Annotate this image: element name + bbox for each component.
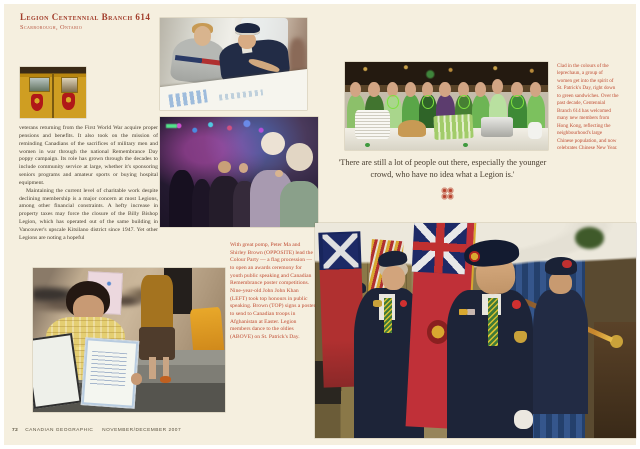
framed-picture — [61, 77, 78, 94]
photo-banner-signing — [160, 18, 307, 110]
white-glove — [514, 410, 533, 429]
woman-head — [368, 82, 379, 97]
member-blazer — [533, 290, 588, 415]
beret-badge — [562, 260, 572, 269]
framed-picture — [29, 77, 51, 92]
footer-page-number: 72 — [12, 428, 19, 433]
bread-basket — [398, 120, 426, 137]
poppy-pin — [512, 300, 520, 308]
woman-head — [439, 82, 450, 97]
woman-brown-coat — [141, 275, 174, 333]
green-lei — [387, 95, 399, 108]
boy-hand — [131, 373, 143, 385]
caption-st-patricks: Clad in the colours of the leprechaun, a group of women get into the spirit of St. Patrick's Day, right down to green sandwiches. Over the past decade, Centennial Branch 614 has welcomed many new members from Hong Kong, reflecting the neighbourhood's large Chinese population, and now celebrates Chinese New Year. — [557, 63, 619, 151]
dancer-silhouette — [169, 170, 194, 227]
union-jack-canton — [322, 233, 358, 269]
white-hair — [286, 143, 313, 171]
photo-boy-certificates — [33, 268, 225, 412]
striped-tie — [488, 298, 498, 345]
woman-face — [382, 266, 404, 290]
page-footer — [12, 428, 188, 433]
beret — [545, 257, 577, 274]
footer-magazine-title: CANADIAN GEOGRAPHIC — [25, 428, 94, 433]
plate-stack — [355, 110, 390, 138]
woman-head — [492, 79, 503, 94]
photo-st-patricks-group — [345, 62, 548, 150]
service-cap — [235, 23, 260, 35]
striped-tie — [384, 298, 392, 332]
woman-shoe — [160, 376, 172, 383]
greenery-decoration — [575, 227, 604, 249]
woman-head — [530, 82, 541, 97]
water-jug — [528, 122, 542, 139]
pull-quote: 'There are still a lot of people out there, especially the younger crowd, who have no idea what a Legion is.' — [338, 158, 547, 179]
footer-issue-date: NOVEMBER/DECEMBER 2007 — [102, 428, 182, 433]
article-paragraph: Maintaining the current level of charitable work despite declining membership is a major concern at most Legions, among other financial constraints. A hefty increase in property taxes may force the closure of the Billy Bishop Legion, which has operated out of the same building in Vancouver's upscale Kitsilano district since 1947. Yet other Legions are noting a hopeful — [19, 187, 158, 241]
man-face — [194, 26, 212, 45]
chafing-dish — [481, 117, 513, 137]
name-badge — [373, 300, 383, 306]
door-divider — [52, 74, 54, 118]
certificate-text — [89, 350, 126, 387]
exit-sign — [166, 124, 177, 128]
caption-colour-party: With great pomp, Peter Ma and Shirley Brown (OPPOSITE) lead the Colour Party — a flag procession — to open an awards ceremony for youth public speaking and Canadian Remembrance poster competitions. Nine-year-old John John Khan (LEFT) took top honours in public speaking. Brown (TOP) signs a poster to send to Canadian troops in Afghanistan at Easter. Legion members dance to the oldies (ABOVE) on St. Patrick's Day. — [230, 242, 316, 340]
woman-leg — [149, 357, 156, 379]
legion-crest — [62, 93, 75, 110]
green-lei — [458, 95, 470, 108]
photo-dance-floor — [160, 117, 318, 227]
member-face — [549, 272, 571, 294]
embracing-woman — [280, 181, 318, 227]
article-text — [19, 125, 158, 243]
page-title: Legion Centennial Branch 614 — [20, 12, 151, 22]
legion-crest — [31, 94, 44, 111]
woman-brown-skirt — [139, 327, 175, 360]
union-jack-canton — [412, 223, 468, 274]
beret-badge — [469, 251, 480, 262]
page-subtitle: Scarborough, Ontario — [20, 24, 83, 31]
green-lei — [511, 95, 523, 108]
photo-colour-party — [315, 223, 636, 438]
photo-legion-wall — [20, 67, 86, 118]
green-sandwiches — [434, 114, 474, 140]
quatrefoil-ornament-icon — [440, 186, 455, 201]
medals — [459, 309, 475, 315]
article-paragraph: veterans returning from the First World War acquire proper pensions and benefits. It also took on the mission of reminding Canadians of the sacrifices of military men and women in war through the national Remembrance Day poppy campaign. Its role has grown through the decades to include community service at large, whether it's sponsoring seniors programs and amateur sports or buying hospital equipment. — [19, 125, 158, 186]
